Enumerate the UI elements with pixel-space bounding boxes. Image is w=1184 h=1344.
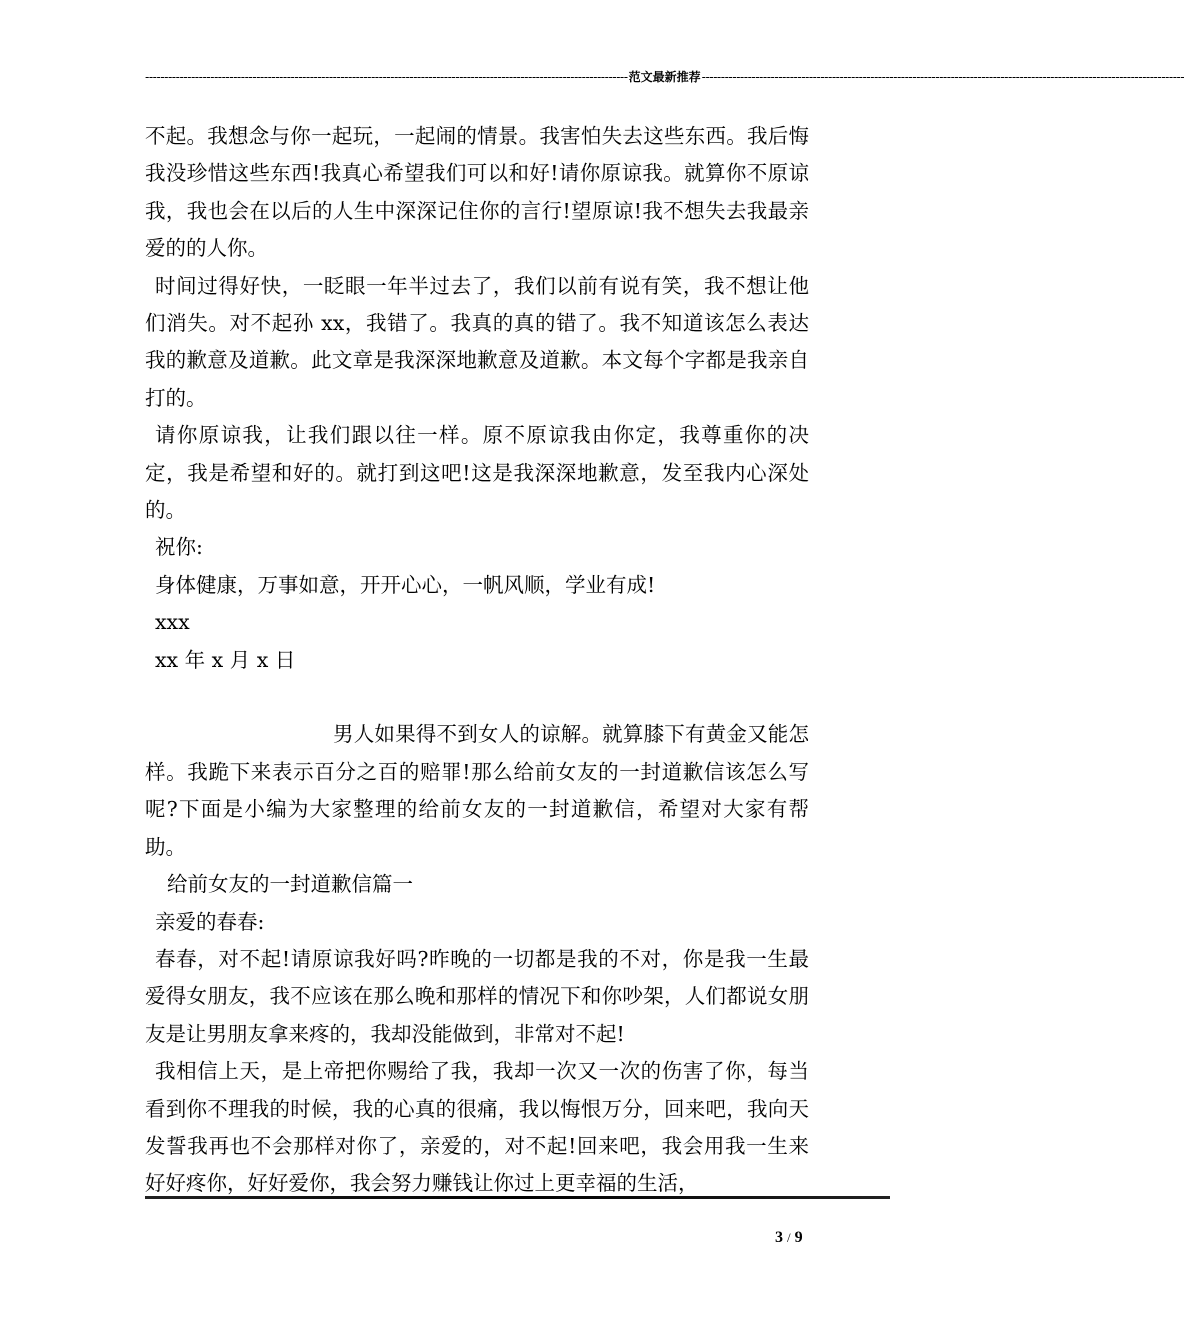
paragraph: 请你原谅我，让我们跟以往一样。原不原谅我由你定，我尊重你的决定，我是希望和好的。就打到这吧!这是我深深地歉意，发至我内心深处的。 [145,423,809,523]
footer-divider [145,1196,890,1199]
document-body [145,118,809,1203]
signature-name: xxx [155,610,190,635]
page-number [775,1229,803,1247]
header-dashes-left: ------------------------------------------------------------------------------------------------------------------------------ [145,70,628,84]
section-title: 给前女友的一封道歉信篇一 [167,872,413,897]
page-current: 3 [775,1229,783,1246]
paragraph: 不起。我想念与你一起玩，一起闹的情景。我害怕失去这些东西。我后悔我没珍惜这些东西!我真心希望我们可以和好!请你原谅我。就算你不原谅我，我也会在以后的人生中深深记住你的言行!望原谅!我不想失去我最亲爱的的人你。 [145,124,809,261]
page-total: 9 [794,1229,803,1246]
header-dashes-right: ------------------------------------------------------------------------------------------------------------------------------ [701,70,1184,84]
page-header [145,70,1184,84]
paragraph: 春春，对不起!请原谅我好吗?昨晚的一切都是我的不对，你是我一生最爱得女朋友，我不应该在那么晚和那样的情况下和你吵架，人们都说女朋友是让男朋友拿来疼的，我却没能做到，非常对不起! [145,946,809,1046]
blank-line [145,679,809,716]
page-separator: / [787,1230,791,1245]
letter-greeting: 亲爱的春春: [155,909,265,934]
wishes-line: 身体健康，万事如意，开开心心，一帆风顺，学业有成! [155,572,656,597]
salutation-line: 祝你: [155,535,203,560]
paragraph: 我相信上天，是上帝把你赐给了我，我却一次又一次的伤害了你，每当看到你不理我的时候，我的心真的很痛，我以悔恨万分，回来吧，我向天发誓我再也不会那样对你了，亲爱的，对不起!回来吧，我会用我一生来好好疼你，好好爱你，我会努力赚钱让你过上更幸福的生活， [145,1059,809,1196]
paragraph: 时间过得好快，一眨眼一年半过去了，我们以前有说有笑，我不想让他们消失。对不起孙 xx，我错了。我真的真的错了。我不知道该怎么表达我的歉意及道歉。此文章是我深深地歉意及道歉。本文每个字都是我亲自打的。 [145,273,809,410]
paragraph: 男人如果得不到女人的谅解。就算膝下有黄金又能怎样。我跪下来表示百分之百的赔罪!那么给前女友的一封道歉信该怎么写呢?下面是小编为大家整理的给前女友的一封道歉信，希望对大家有帮助。 [145,722,809,859]
header-title: 范文最新推荐 [628,70,701,84]
signature-date: xx 年 x 月 x 日 [155,647,296,672]
